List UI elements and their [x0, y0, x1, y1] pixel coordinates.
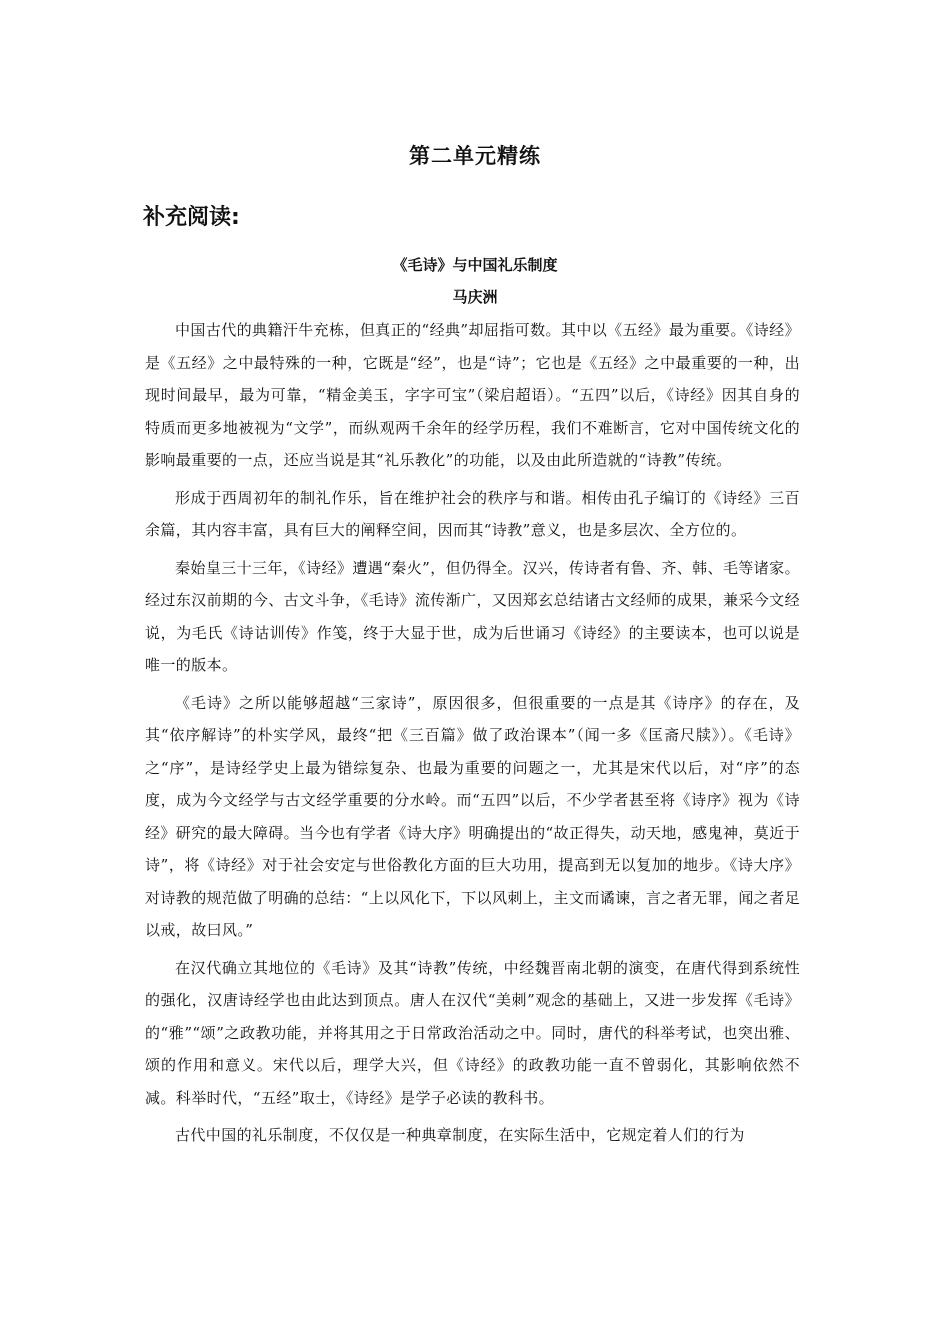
- paragraph: 古代中国的礼乐制度，不仅仅是一种典章制度，在实际生活中，它规定着人们的行为: [175, 1126, 745, 1144]
- article-author: 马庆洲: [452, 288, 498, 306]
- article-title: 《毛诗》与中国礼乐制度: [392, 256, 558, 274]
- paragraph: 秦始皇三十三年，《诗经》遭遇“秦火”，但仍得全。汉兴，传诗者有鲁、齐、韩、毛等诸家。经过东汉前期的今、古文斗争，《毛诗》流传渐广，又因郑玄总结诸古文经师的成果，兼采今文经说，为毛氏《诗诂训传》作笺，终于大显于世，成为后世诵习《诗经》的主要读本，也可以说是唯一的版本。: [145, 558, 800, 674]
- unit-title: 第二单元精练: [409, 144, 541, 168]
- section-heading: 补充阅读:: [143, 205, 240, 230]
- paragraph: 在汉代确立其地位的《毛诗》及其“诗教”传统，中经魏晋南北朝的演变，在唐代得到系统性的强化，汉唐诗经学也由此达到顶点。唐人在汉代“美刺”观念的基础上，又进一步发挥《毛诗》的“雅”“颂”之政教功能，并将其用之于日常政治活动之中。同时，唐代的科举考试，也突出雅、颂的作用和意义。宋代以后，理学大兴，但《诗经》的政教功能一直不曾弱化，其影响依然不减。科举时代，“五经”取士，《诗经》是学子必读的教科书。: [145, 958, 800, 1107]
- paragraph: 中国古代的典籍汗牛充栋，但真正的“经典”却屈指可数。其中以《五经》最为重要。《诗经》是《五经》之中最特殊的一种，它既是“经”，也是“诗”；它也是《五经》之中最重要的一种，出现时间最早，最为可靠，“精金美玉，字字可宝”（梁启超语）。“五四”以后，《诗经》因其自身的特质而更多地被视为“文学”，而纵观两千余年的经学历程，我们不难断言，它对中国传统文化的影响最重要的一点，还应当说是其“礼乐教化”的功能，以及由此所造就的“诗教”传统。: [145, 321, 800, 469]
- article-body: [145, 314, 800, 1157]
- paragraph: 《毛诗》之所以能够超越“三家诗”，原因很多，但很重要的一点是其《诗序》的存在，及其“依序解诗”的朴实学风，最终“把《三百篇》做了政治课本”（闻一多《匡斋尺牍》）。《毛诗》之“序”，是诗经学史上最为错综复杂、也最为重要的问题之一，尤其是宋代以后，对“序”的态度，成为今文经学与古文经学重要的分水岭。而“五四”以后，不少学者甚至将《诗序》视为《诗经》研究的最大障碍。当今也有学者《诗大序》明确提出的“故正得失，动天地，感鬼神，莫近于诗”，将《诗经》对于社会安定与世俗教化方面的巨大功用，提高到无以复加的地步。《诗大序》对诗教的规范做了明确的总结：“上以风化下，下以风刺上，主文而谲谏，言之者无罪，闻之者足以戒，故曰风。”: [145, 693, 800, 939]
- paragraph: 形成于西周初年的制礼作乐，旨在维护社会的秩序与和谐。相传由孔子编订的《诗经》三百余篇，其内容丰富，具有巨大的阐释空间，因而其“诗教”意义，也是多层次、全方位的。: [145, 488, 800, 539]
